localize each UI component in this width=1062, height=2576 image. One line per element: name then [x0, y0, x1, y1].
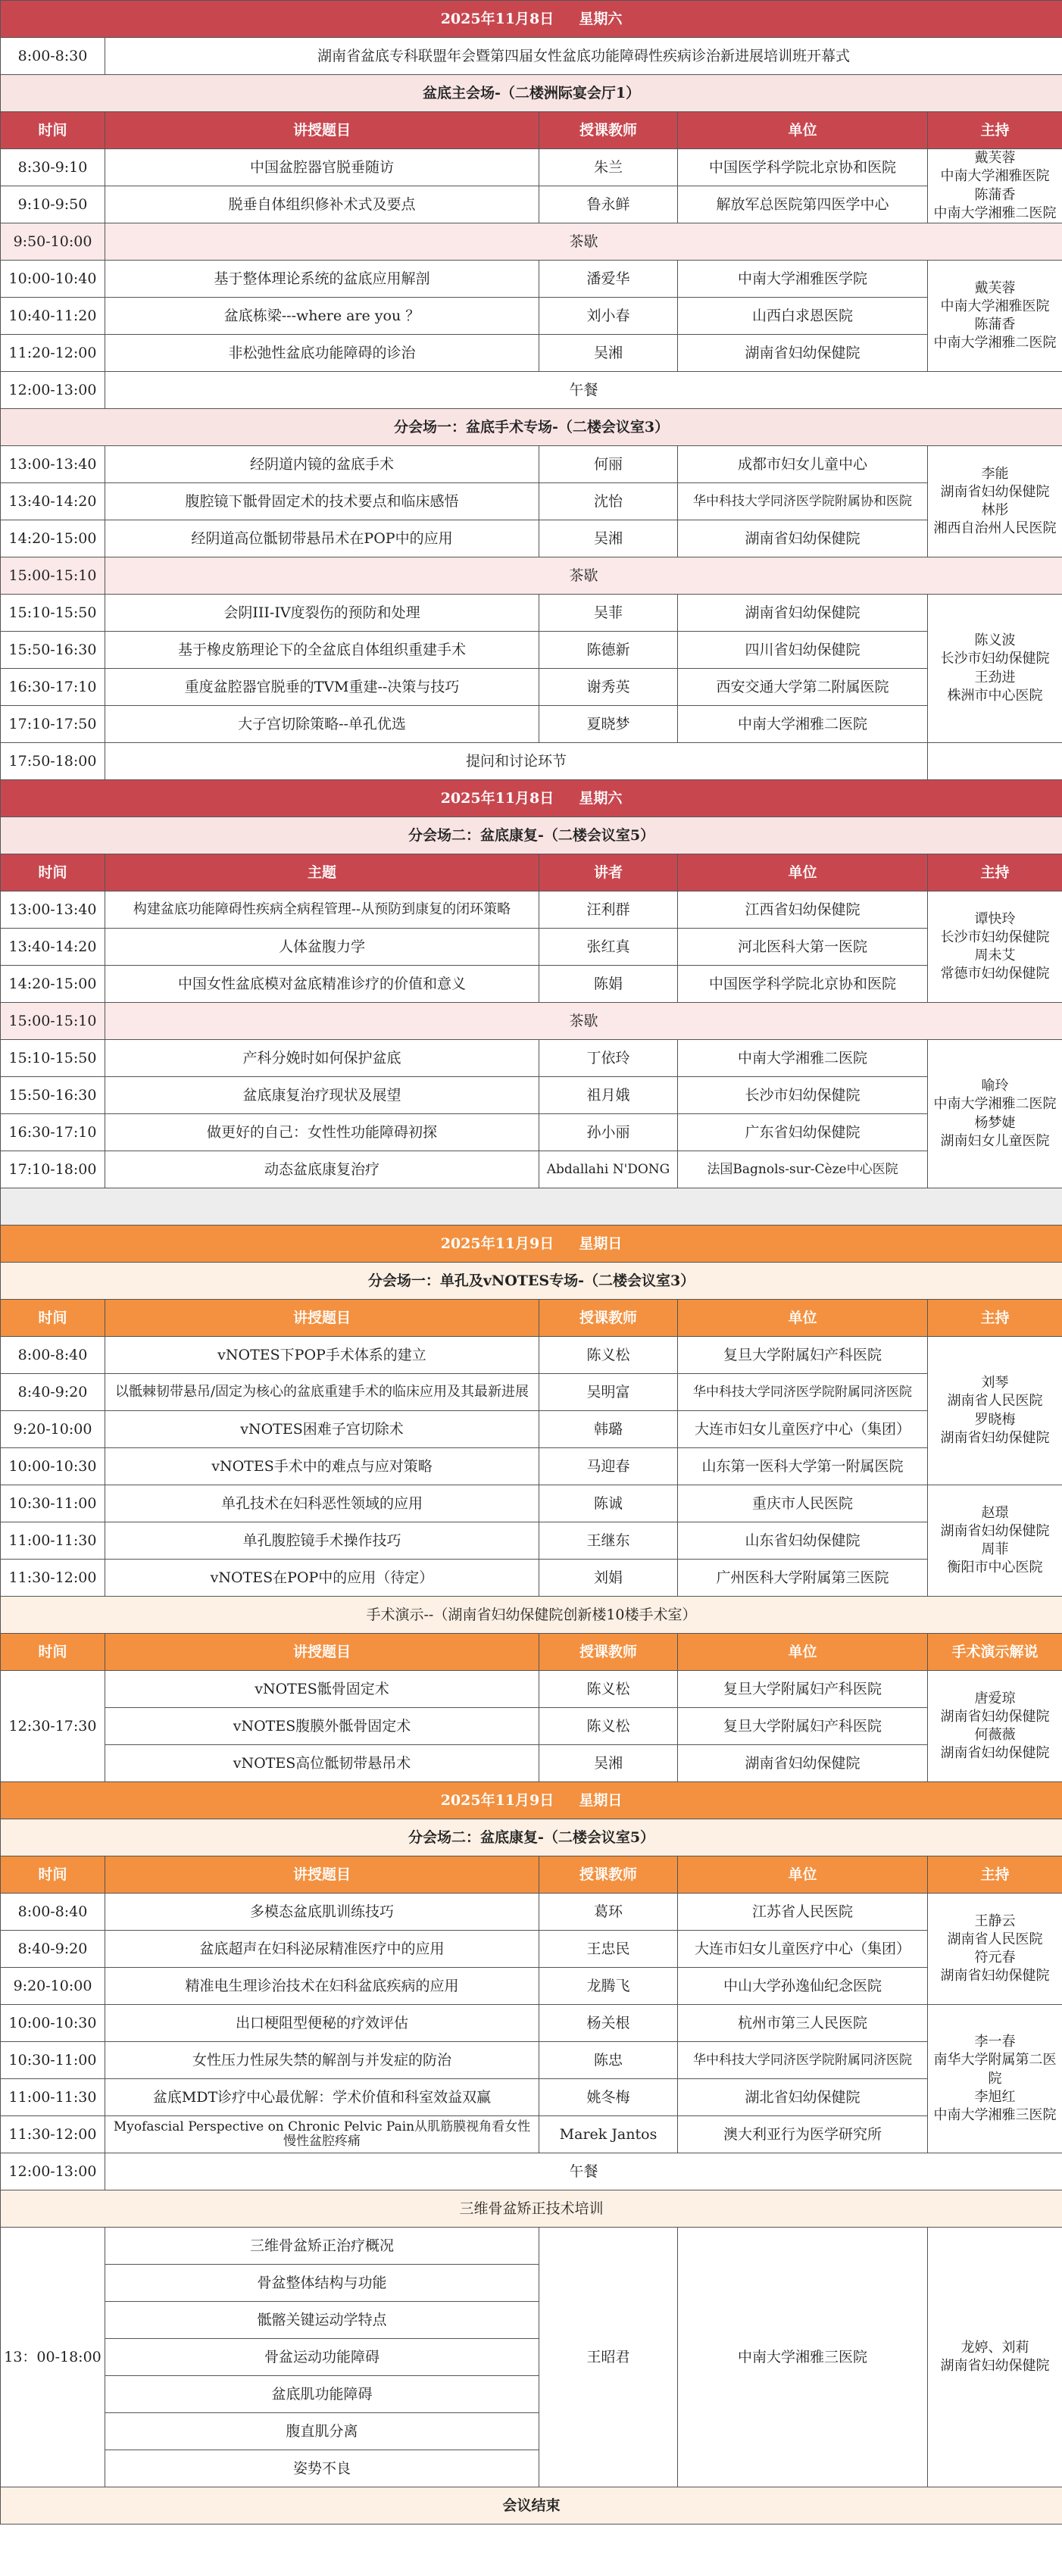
venue-bar: 分会场二：盆底康复-（二楼会议室5） — [1, 1819, 1062, 1856]
training-row: 骶髂关键运动学特点 — [1, 2302, 1062, 2339]
training-row: 骨盆运动功能障碍 — [1, 2339, 1062, 2376]
day2-sub2-date-bar: 2025年11月9日 星期日 — [1, 1782, 1062, 1819]
discussion-row: 17:50-18:00 提问和讨论环节 — [1, 743, 1062, 780]
host-cell: 刘琴 湖南省人民医院 罗晓梅 湖南省妇幼保健院 — [928, 1337, 1062, 1485]
session-row: 10:00-10:40 基于整体理论系统的盆底应用解剖 潘爱华 中南大学湘雅医学院 戴芙蓉 中南大学湘雅医院 陈蒲香 中南大学湘雅二医院 — [1, 261, 1062, 298]
day2-date-bar: 2025年11月9日 星期日 — [1, 1226, 1062, 1263]
training-row: 姿势不良 — [1, 2450, 1062, 2487]
host-cell: 陈义波 长沙市妇幼保健院 王劲进 株洲市中心医院 — [928, 595, 1062, 743]
host-cell: 李一春 南华大学附属第二医院 李旭红 中南大学湘雅三医院 — [928, 2005, 1062, 2153]
time-cell: 8:00-8:30 — [1, 38, 105, 75]
session-row: vNOTES高位骶韧带悬吊术 吴湘 湖南省妇幼保健院 — [1, 1745, 1062, 1782]
host-cell: 龙婷、刘莉 湖南省妇幼保健院 — [928, 2228, 1062, 2487]
training-row: 骨盆整体结构与功能 — [1, 2265, 1062, 2302]
session-row: 15:10-15:50 产科分娩时如何保护盆底 丁依玲 中南大学湘雅二医院 喻玲 中南大学湘雅二医院 杨梦婕 湖南妇女儿童医院 — [1, 1040, 1062, 1077]
header-row: 时间 主题 讲者 单位 主持 — [1, 854, 1062, 891]
date-label: 2025年11月8日 — [440, 10, 554, 27]
session-row: 17:10-18:00 动态盆底康复治疗 Abdallahi N'DONG 法国Bagnols-sur-Cèze中心医院 — [1, 1151, 1062, 1188]
spacer-row — [1, 1188, 1062, 1226]
session-row: 15:50-16:30 盆底康复治疗现状及展望 祖月娥 长沙市妇幼保健院 — [1, 1077, 1062, 1114]
session-row: vNOTES腹膜外骶骨固定术 陈义松 复旦大学附属妇产科医院 — [1, 1708, 1062, 1745]
host-cell: 唐爱琼 湖南省妇幼保健院 何薇薇 湖南省妇幼保健院 — [928, 1671, 1062, 1782]
header-row: 时间 讲授题目 授课教师 单位 主持 — [1, 112, 1062, 149]
session-row: 8:30-9:10 中国盆腔器官脱垂随访 朱兰 中国医学科学院北京协和医院 戴芙蓉 中南大学湘雅医院 陈蒲香 中南大学湘雅二医院 — [1, 149, 1062, 186]
training-row: 13：00-18:00 三维骨盆矫正治疗概况 王昭君 中南大学湘雅三医院 龙婷、刘莉 湖南省妇幼保健院 — [1, 2228, 1062, 2265]
header-row: 时间 讲授题目 授课教师 单位 手术演示解说 — [1, 1634, 1062, 1671]
session-row: 9:20-10:00 vNOTES困难子宫切除术 韩璐 大连市妇女儿童医疗中心（集团） — [1, 1411, 1062, 1448]
session-row: 11:00-11:30 单孔腹腔镜手术操作技巧 王继东 山东省妇幼保健院 — [1, 1522, 1062, 1560]
session-row: 12:30-17:30 vNOTES骶骨固定术 陈义松 复旦大学附属妇产科医院 唐爱琼 湖南省妇幼保健院 何薇薇 湖南省妇幼保健院 — [1, 1671, 1062, 1708]
session-row: 10:40-11:20 盆底栋梁---where are you ？ 刘小春 山西白求恩医院 — [1, 298, 1062, 335]
day1-sub2-date-bar: 2025年11月8日 星期六 — [1, 780, 1062, 817]
lunch-row: 12:00-13:00 午餐 — [1, 2153, 1062, 2190]
day1-date-bar — [1, 1, 1062, 38]
session-row: 15:50-16:30 基于橡皮筋理论下的全盆底自体组织重建手术 陈德新 四川省妇幼保健院 — [1, 632, 1062, 669]
header-row: 时间 讲授题目 授课教师 单位 主持 — [1, 1856, 1062, 1894]
venue-bar: 盆底主会场-（二楼洲际宴会厅1） — [1, 75, 1062, 112]
session-row: 15:10-15:50 会阴III-IV度裂伤的预防和处理 吴菲 湖南省妇幼保健院 陈义波 长沙市妇幼保健院 王劲进 株洲市中心医院 — [1, 595, 1062, 632]
break-row: 15:00-15:10 茶歇 — [1, 1003, 1062, 1040]
training-row: 盆底肌功能障碍 — [1, 2376, 1062, 2413]
session-row: 10:00-10:30 出口梗阻型便秘的疗效评估 杨关根 杭州市第三人民医院 李一春 南华大学附属第二医院 李旭红 中南大学湘雅三医院 — [1, 2005, 1062, 2042]
session-row: 9:20-10:00 精准电生理诊治技术在妇科盆底疾病的应用 龙腾飞 中山大学孙逸仙纪念医院 — [1, 1968, 1062, 2005]
host-cell: 赵璟 湖南省妇幼保健院 周菲 衡阳市中心医院 — [928, 1485, 1062, 1597]
break-row: 9:50-10:00 茶歇 — [1, 223, 1062, 261]
venue-bar: 分会场二：盆底康复-（二楼会议室5） — [1, 817, 1062, 854]
session-row: 11:30-12:00 vNOTES在POP中的应用（待定） 刘娟 广州医科大学附属第三医院 — [1, 1560, 1062, 1597]
session-row: 8:40-9:20 以骶棘韧带悬吊/固定为核心的盆底重建手术的临床应用及其最新进展 吴明富 华中科技大学同济医学院附属同济医院 — [1, 1374, 1062, 1411]
session-row: 16:30-17:10 重度盆腔器官脱垂的TVM重建--决策与技巧 谢秀英 西安交通大学第二附属医院 — [1, 669, 1062, 706]
host-cell: 谭快玲 长沙市妇幼保健院 周未艾 常德市妇幼保健院 — [928, 891, 1062, 1003]
session-row: 10:00-10:30 vNOTES手术中的难点与应对策略 马迎春 山东第一医科大学第一附属医院 — [1, 1448, 1062, 1485]
host-cell: 喻玲 中南大学湘雅二医院 杨梦婕 湖南妇女儿童医院 — [928, 1040, 1062, 1188]
demo-venue-bar: 手术演示--（湖南省妇幼保健院创新楼10楼手术室） — [1, 1597, 1062, 1634]
opening-title: 湖南省盆底专科联盟年会暨第四届女性盆底功能障碍性疾病诊治新进展培训班开幕式 — [105, 38, 1062, 75]
host-cell: 戴芙蓉 中南大学湘雅医院 陈蒲香 中南大学湘雅二医院 — [928, 261, 1062, 372]
training-row: 腹直肌分离 — [1, 2413, 1062, 2450]
session-row: 14:20-15:00 经阴道高位骶韧带悬吊术在POP中的应用 吴湘 湖南省妇幼保健院 — [1, 520, 1062, 557]
lunch-row: 12:00-13:00 午餐 — [1, 372, 1062, 409]
session-row: 11:00-11:30 盆底MDT诊疗中心最优解：学术价值和科室效益双赢 姚冬梅 湖北省妇幼保健院 — [1, 2079, 1062, 2116]
session-row: 11:20-12:00 非松弛性盆底功能障碍的诊治 吴湘 湖南省妇幼保健院 — [1, 335, 1062, 372]
break-row: 15:00-15:10 茶歇 — [1, 557, 1062, 595]
session-row: 13:40-14:20 人体盆腹力学 张红真 河北医科大第一医院 — [1, 929, 1062, 966]
weekday-label: 星期六 — [579, 10, 623, 27]
session-row: 13:00-13:40 经阴道内镜的盆底手术 何丽 成都市妇女儿童中心 李能 湖南省妇幼保健院 林彤 湘西自治州人民医院 — [1, 446, 1062, 483]
session-row: 14:20-15:00 中国女性盆底模对盆底精准诊疗的价值和意义 陈娟 中国医学科学院北京协和医院 — [1, 966, 1062, 1003]
session-row: 9:10-9:50 脱垂自体组织修补术式及要点 鲁永鲜 解放军总医院第四医学中心 — [1, 186, 1062, 223]
end-bar: 会议结束 — [1, 2487, 1062, 2524]
session-row: 8:00-8:40 vNOTES下POP手术体系的建立 陈义松 复旦大学附属妇产科医院 刘琴 湖南省人民医院 罗晓梅 湖南省妇幼保健院 — [1, 1337, 1062, 1374]
session-row: 11:30-12:00 Myofascial Perspective on Chronic Pelvic Pain从肌筋膜视角看女性慢性盆腔疼痛 Marek Jantos 澳大利亚行为医学研究所 — [1, 2116, 1062, 2153]
training-title-bar: 三维骨盆矫正技术培训 — [1, 2190, 1062, 2228]
session-row: 13:00-13:40 构建盆底功能障碍性疾病全病程管理--从预防到康复的闭环策略 汪利群 江西省妇幼保健院 谭快玲 长沙市妇幼保健院 周未艾 常德市妇幼保健院 — [1, 891, 1062, 929]
session-row: 13:40-14:20 腹腔镜下骶骨固定术的技术要点和临床感悟 沈怡 华中科技大学同济医学院附属协和医院 — [1, 483, 1062, 520]
host-cell: 王静云 湖南省人民医院 符元春 湖南省妇幼保健院 — [928, 1894, 1062, 2005]
venue-bar: 分会场一：单孔及vNOTES专场-（二楼会议室3） — [1, 1263, 1062, 1300]
session-row: 10:30-11:00 单孔技术在妇科恶性领域的应用 陈诚 重庆市人民医院 赵璟 湖南省妇幼保健院 周菲 衡阳市中心医院 — [1, 1485, 1062, 1522]
host-cell: 戴芙蓉 中南大学湘雅医院 陈蒲香 中南大学湘雅二医院 — [928, 149, 1062, 223]
session-row: 8:40-9:20 盆底超声在妇科泌尿精准医疗中的应用 王忠民 大连市妇女儿童医疗中心（集团） — [1, 1931, 1062, 1968]
venue-bar: 分会场一：盆底手术专场-（二楼会议室3） — [1, 409, 1062, 446]
header-row: 时间 讲授题目 授课教师 单位 主持 — [1, 1300, 1062, 1337]
session-row: 17:10-17:50 大子宫切除策略--单孔优选 夏晓梦 中南大学湘雅二医院 — [1, 706, 1062, 743]
host-cell: 李能 湖南省妇幼保健院 林彤 湘西自治州人民医院 — [928, 446, 1062, 557]
session-row: 8:00-8:40 多模态盆底肌训练技巧 葛环 江苏省人民医院 王静云 湖南省人民医院 符元春 湖南省妇幼保健院 — [1, 1894, 1062, 1931]
opening-row — [1, 38, 1062, 75]
session-row: 10:30-11:00 女性压力性尿失禁的解剖与并发症的防治 陈忠 华中科技大学同济医学院附属同济医院 — [1, 2042, 1062, 2079]
session-row: 16:30-17:10 做更好的自己：女性性功能障碍初探 孙小丽 广东省妇幼保健院 — [1, 1114, 1062, 1151]
